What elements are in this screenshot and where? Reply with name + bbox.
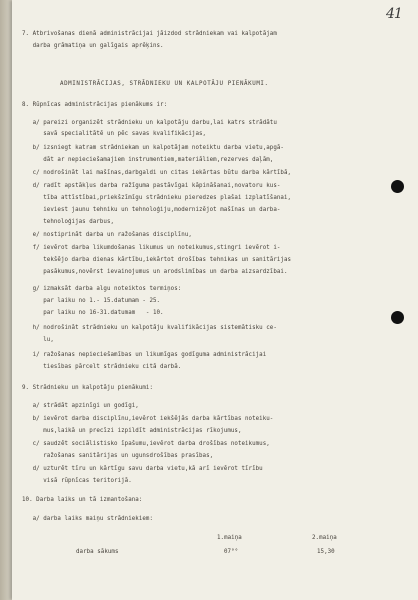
text-line: pasākumus,novērst ievainojumus un arodslimības un darba aizsardzībai. [22, 269, 288, 275]
text-line: par laiku no 1.- 15.datumam - 25. [22, 298, 161, 304]
text-line: darba grāmatiņa un galīgais aprēķins. [22, 43, 164, 49]
text-line: tiesības pārcelt strādnieku citā darbā. [22, 364, 182, 370]
text-line: e/ nostiprināt darba un ražošanas disciplīnu, [22, 232, 192, 238]
text-line: 7. Atbrivošanas dienā administrācijai jāizdod strādniekam vai kalpotājam [22, 31, 277, 37]
text-line: d/ radīt apstākļus darba ražīguma pastāvīgai kāpināšanai,novatoru kus- [22, 183, 281, 189]
text-line: h/ nodrošināt strādnieku un kalpotāju kvalifikācijas sistemātisku ce- [22, 325, 277, 331]
shift-1-start: 07°° [224, 549, 239, 555]
text-line: i/ ražošanas nepieciešamības un likumīgas godīguma administrācijai [22, 352, 267, 358]
page-number: 41 [386, 6, 402, 22]
text-line: tekšējo darba dienas kārtību,iekārtot drošības tehnikas un sanitārijas [22, 257, 292, 263]
text-line: a/ strādāt apzinīgi un godīgi, [22, 403, 139, 409]
shift-2-start: 15,30 [317, 549, 335, 555]
text-line: 10. Darba laiks un tā izmantošana: [22, 497, 143, 503]
text-line: c/ nodrošināt lai mašīnas,darbgaldi un citas iekārtas būtu darba kārtībā, [22, 170, 292, 176]
binder-edge [0, 0, 12, 600]
text-line: c/ saudzēt sociālistisko īpašumu,ievērot darba drošības noteikumus, [22, 441, 270, 447]
text-line: g/ izmaksāt darba algu noteiktos termiņos: [22, 286, 182, 292]
text-line: 8. Rūpnīcas administrācijas pienākums ir: [22, 102, 168, 108]
text-line: visā rūpnīcas teritorijā. [22, 478, 132, 484]
text-line: dāt ar nepieciešamajiem instrumentiem,materiāliem,rezerves daļām, [22, 157, 274, 163]
text-line: par laiku no 16-31.datumam - 10. [22, 310, 164, 316]
text-line: b/ izsniegt katram strādniekam un kalpotājam noteiktu darba vietu,apgā- [22, 145, 284, 151]
document-page [12, 0, 418, 600]
text-line: b/ ievērot darba disciplīnu,ievērot iekšējās darba kārtības noteiku- [22, 416, 274, 422]
text-line: f/ ievērot darba likumdošanas likumus un noteikumus,stingri ievērot i- [22, 245, 281, 251]
text-line: tehnoloģijas darbus, [22, 219, 115, 225]
section-heading: ADMINISTRĀCIJAS, STRĀDNIEKU UN KALPOTĀJU PIENĀKUMI. [60, 81, 269, 87]
shift-row-label: darba sākums [76, 549, 119, 555]
text-line: mus,laikā un precīzi izpildīt administrācijas rīkojumus, [22, 428, 242, 434]
shift-1-header: 1.maiņa [217, 535, 242, 541]
text-line: a/ pareizi organizēt strādnieku un kalpotāju darbu,lai katrs strādātu [22, 120, 277, 126]
text-line: savā specialitātē un pēc savas kvalifikācijas, [22, 131, 207, 137]
text-line: ražošanas sanitārijas un ugunsdrošības prasības, [22, 453, 214, 459]
text-line: a/ darba laiks maiņu strādniekiem: [22, 516, 153, 522]
text-line: tība attīstībai,priekšzīmīgu strādnieku pieredzes plašai izplatīšanai, [22, 195, 292, 201]
text-line: ieviest jaunu tehniku un tehnoloģiju,modernizējot mašīnas un darba- [22, 207, 281, 213]
text-line: 9. Strādnieku un kalpotāju pienākumi: [22, 385, 153, 391]
text-line: lu, [22, 337, 54, 343]
punch-hole-top [391, 180, 404, 193]
shift-2-header: 2.maiņa [312, 535, 337, 541]
text-line: d/ uzturēt tīru un kārtīgu savu darba vietu,kā arī ievērot tīrību [22, 466, 263, 472]
punch-hole-bottom [391, 311, 404, 324]
